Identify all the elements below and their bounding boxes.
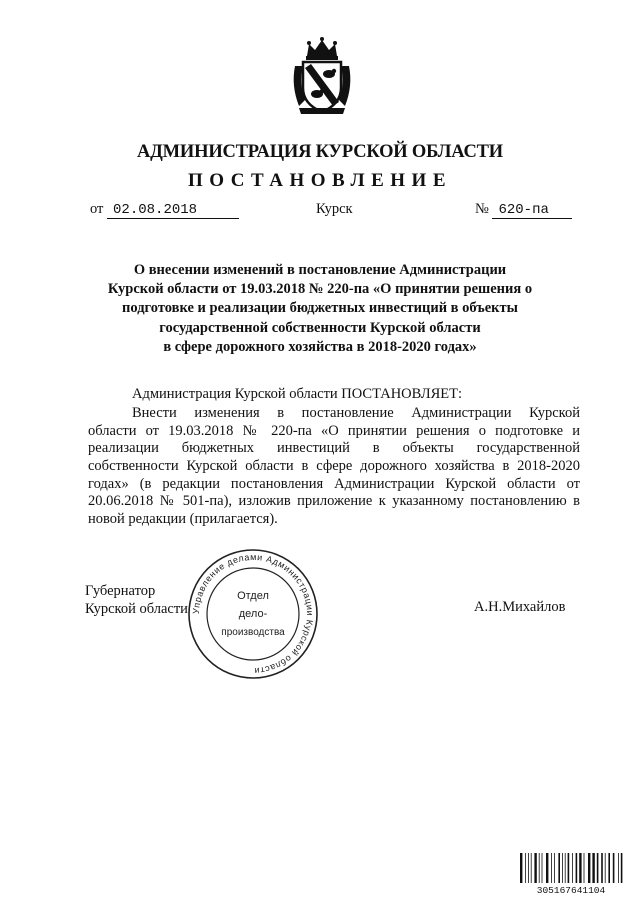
barcode-bar — [584, 853, 585, 885]
signatory-position — [85, 583, 188, 618]
barcode-bar — [551, 853, 552, 885]
barcode-bar — [572, 853, 573, 885]
paragraph-line: реализации бюджетных инвестиций в объекты государственной — [88, 440, 580, 456]
subject-line: государственной собственности Курской области — [159, 319, 481, 336]
paragraph-line: новой редакции (прилагается). — [88, 511, 278, 527]
paragraph-line: собственности Курской области в сфере дорожного хозяйства в 2018-2020 — [88, 458, 580, 474]
barcode-bar — [597, 853, 599, 885]
organization-title: АДМИНИСТРАЦИЯ КУРСКОЙ ОБЛАСТИ — [136, 142, 504, 162]
barcode-bar — [562, 853, 563, 885]
barcode-bar — [579, 853, 581, 885]
position-line: Курской области — [85, 600, 188, 617]
date-prefix: от — [90, 201, 104, 217]
subject-line: Курской области от 19.03.2018 № 220-па «О принятии решения о — [107, 281, 533, 298]
barcode-bar — [608, 853, 610, 885]
barcode-bar — [525, 853, 526, 885]
stamp-line: дело- — [238, 608, 268, 620]
position-line: Губернатор — [85, 583, 156, 599]
barcode-bar — [613, 853, 615, 885]
barcode-bar — [605, 853, 606, 885]
subject-line: в сфере дорожного хозяйства в 2018-2020 годах» — [163, 338, 477, 355]
subject-line: подготовке и реализации бюджетных инвестиций в объекты — [122, 300, 518, 317]
office-stamp — [186, 547, 320, 681]
barcode-bar — [546, 853, 548, 885]
document-number — [475, 201, 572, 219]
subject-line: О внесении изменений в постановление Администрации — [133, 262, 507, 278]
signatory-name: А.Н.Михайлов — [474, 599, 566, 615]
number-value: 620-па — [492, 203, 572, 219]
barcode-bar — [576, 853, 578, 885]
barcode-bar — [565, 853, 566, 885]
barcode-bar — [601, 853, 603, 885]
number-prefix: № — [475, 201, 489, 217]
coat-of-arms-emblem — [289, 36, 355, 116]
barcode — [518, 853, 624, 895]
date-value: 02.08.2018 — [107, 203, 239, 219]
barcode-bar — [568, 853, 570, 885]
resolution-statement: Администрация Курской области ПОСТАНОВЛЯЕТ: — [132, 386, 463, 402]
paragraph-line: Внести изменения в постановление Администрации Курской — [132, 405, 580, 421]
document-subject — [60, 261, 580, 357]
paragraph-line: 20.06.2018 № 501-па), изложив приложение к указанному постановлению в — [88, 493, 580, 509]
barcode-bar — [592, 853, 594, 885]
barcode-bar — [531, 853, 532, 885]
document-city: Курск — [316, 201, 353, 217]
barcode-bar — [539, 853, 540, 885]
barcode-bars — [520, 853, 622, 885]
barcode-bar — [621, 853, 623, 885]
barcode-digits: 305167641104 — [536, 885, 606, 895]
paragraph-line: области от 19.03.2018 № 220-па «О принятии решения о подготовке и — [88, 423, 580, 439]
barcode-bar — [554, 853, 555, 885]
document-type-heading: ПОСТАНОВЛЕНИЕ — [187, 170, 453, 191]
stamp-ring-text: Управление делами Администрации Курской области — [190, 551, 316, 677]
stamp-line: Отдел — [237, 590, 269, 602]
paragraph-line: годах» (в редакции постановления Администрации Курской области от — [88, 476, 580, 492]
barcode-bar — [618, 853, 619, 885]
document-date — [90, 201, 239, 219]
barcode-bar — [520, 853, 522, 885]
barcode-bar — [528, 853, 529, 885]
barcode-bar — [558, 853, 560, 885]
barcode-bar — [542, 853, 543, 885]
barcode-bar — [534, 853, 536, 885]
barcode-bar — [588, 853, 590, 885]
stamp-line: производства — [221, 627, 285, 638]
